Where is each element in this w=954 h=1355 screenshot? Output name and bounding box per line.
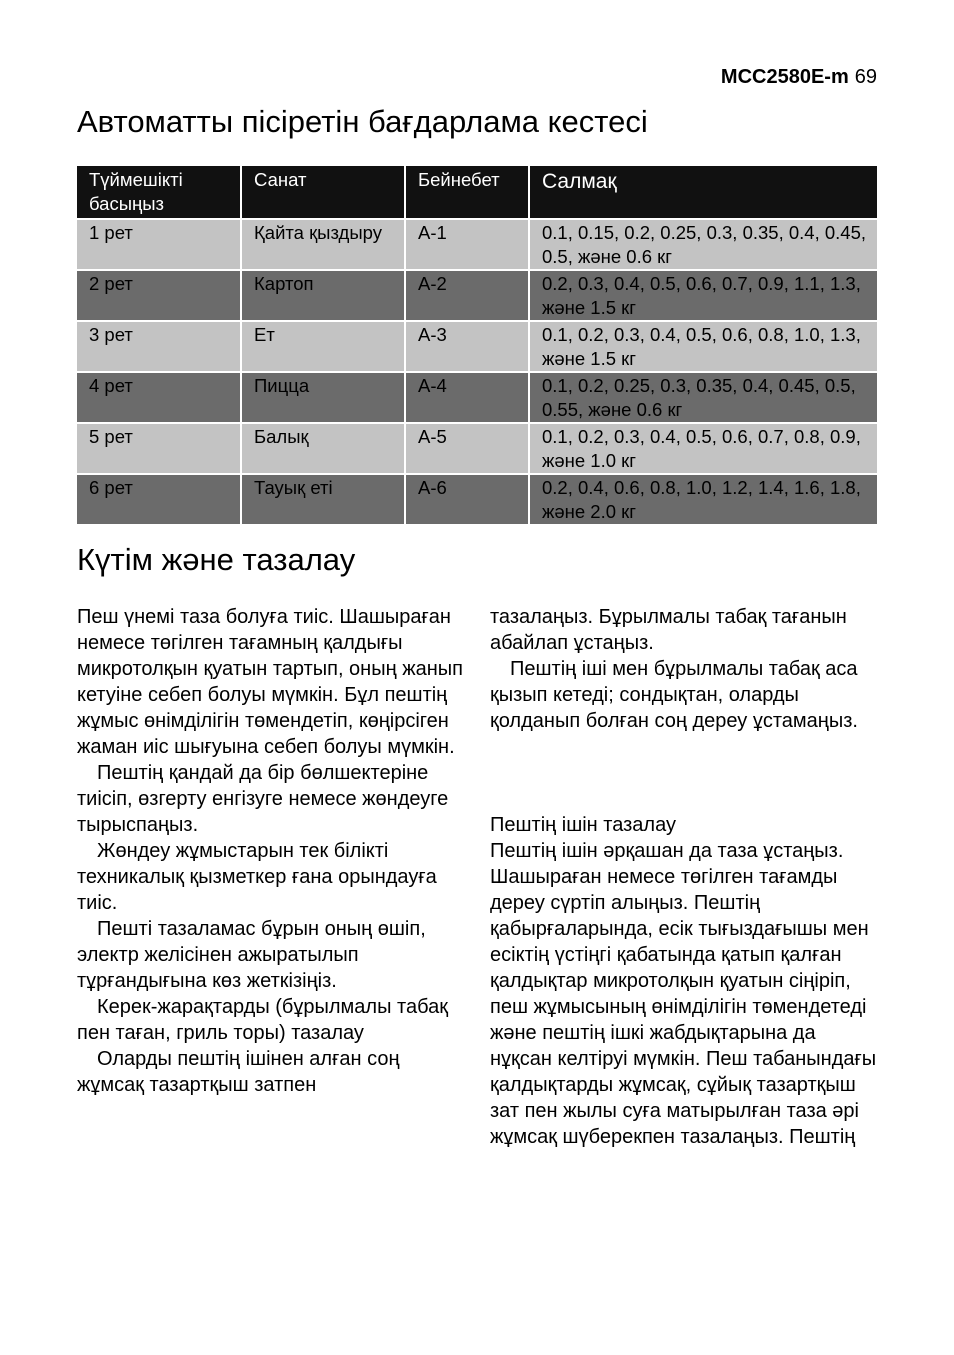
cell-display: A-5 (405, 423, 529, 474)
paragraph: Оларды пештің ішінен алған соң жұмсақ тазартқыш затпен (77, 1048, 400, 1096)
cell-press: 6 рет (77, 474, 241, 524)
table-row (77, 219, 877, 270)
cell-weight: 0.2, 0.3, 0.4, 0.5, 0.6, 0.7, 0.9, 1.1, 1.3, және 1.5 кг (529, 270, 877, 321)
header-display: Бейнебет (405, 166, 529, 219)
paragraph: Пештің іші мен бұрылмалы табақ аса қызып кетеді; сондықтан, оларды қолданып болған соң дереу ұстамаңыз. (490, 658, 858, 732)
accessory-cleaning-heading: Керек-жарақтарды (бұрылмалы табақ пен таған, гриль торы) тазалау (77, 996, 448, 1044)
cell-category: Пицца (241, 372, 405, 423)
cell-weight: 0.1, 0.2, 0.25, 0.3, 0.35, 0.4, 0.45, 0.5, 0.55, және 0.6 кг (529, 372, 877, 423)
cell-weight: 0.1, 0.2, 0.3, 0.4, 0.5, 0.6, 0.8, 1.0, 1.3, және 1.5 кг (529, 321, 877, 372)
cell-display: A-1 (405, 219, 529, 270)
cell-press: 5 рет (77, 423, 241, 474)
table-row (77, 270, 877, 321)
cell-press: 3 рет (77, 321, 241, 372)
page-number: 69 (854, 66, 877, 88)
table-row (77, 423, 877, 474)
table-row (77, 474, 877, 524)
right-text-column (490, 604, 882, 1150)
cell-category: Балық (241, 423, 405, 474)
auto-cook-table (77, 166, 877, 524)
table-row (77, 372, 877, 423)
section-title-auto-cook: Автоматты пісіретін бағдарлама кестесі (77, 104, 648, 139)
table-header-row (77, 166, 877, 219)
section-title-care-cleaning: Күтім және тазалау (77, 542, 356, 577)
paragraph: Пештің ішін әрқашан да таза ұстаңыз. Шашыраған немесе төгілген тағамды дереу сүртіп алыңыз. Пештің қабырғаларында, есік тығыздағышы мен есіктің үстіңгі қабатында қатып қалған қалдықтар микротолқын қуатын сіңіріп, пеш жұмысының өнімділігін төмендетеді және пештің ішкі жабдықтарына да нұқсан келтіруі мүмкін. Пеш табанындағы қалдықтарды жұмсақ, сұйық тазартқыш зат пен жылы суға матырылған таза әрі жұмсақ шүберекпен тазалаңыз. Пештің (490, 840, 877, 1148)
cell-category: Картоп (241, 270, 405, 321)
cell-category: Тауық еті (241, 474, 405, 524)
header-weight: Салмақ (529, 166, 877, 219)
cell-weight: 0.1, 0.15, 0.2, 0.25, 0.3, 0.35, 0.4, 0.45, 0.5, және 0.6 кг (529, 219, 877, 270)
header-category: Санат (241, 166, 405, 219)
cell-category: Ет (241, 321, 405, 372)
cell-display: A-3 (405, 321, 529, 372)
cell-weight: 0.2, 0.4, 0.6, 0.8, 1.0, 1.2, 1.4, 1.6, 1.8, және 2.0 кг (529, 474, 877, 524)
paragraph: Пешті тазаламас бұрын оның өшіп, электр желісінен ажыратылып тұрғандығына көз жеткізіңіз. (77, 918, 426, 992)
cell-weight: 0.1, 0.2, 0.3, 0.4, 0.5, 0.6, 0.7, 0.8, 0.9, және 1.0 кг (529, 423, 877, 474)
cell-press: 1 рет (77, 219, 241, 270)
page-header (721, 66, 877, 89)
cell-display: A-2 (405, 270, 529, 321)
subheading-oven-interior: Пештің ішін тазалау (490, 814, 676, 836)
model-number: MCC2580E-m (720, 66, 849, 88)
cell-category: Қайта қыздыру (241, 219, 405, 270)
cell-display: A-4 (405, 372, 529, 423)
header-press: Түймешікті басыңыз (77, 166, 241, 219)
table-row (77, 321, 877, 372)
paragraph: тазалаңыз. Бұрылмалы табақ тағанын абайлап ұстаңыз. (490, 606, 847, 654)
cell-display: A-6 (405, 474, 529, 524)
paragraph: Пештің қандай да бір бөлшектеріне тиісіп, өзгерту енгізуге немесе жөндеуге тырыспаңыз. (77, 762, 449, 836)
cell-press: 2 рет (77, 270, 241, 321)
cell-press: 4 рет (77, 372, 241, 423)
paragraph: Пеш үнемі таза болуға тиіс. Шашыраған немесе төгілген тағамның қалдығы микротолқын қуатын тартып, оның жанып кетуіне себеп болуы мүмкін. Бұл пештің жұмыс өнімділігін төмендетіп, көңірсіген жаман иіс шығуына себеп болуы мүмкін. (77, 606, 463, 758)
paragraph: Жөндеу жұмыстарын тек білікті техникалық қызметкер ғана орындауға тиіс. (77, 840, 437, 914)
left-text-column (77, 604, 469, 1098)
